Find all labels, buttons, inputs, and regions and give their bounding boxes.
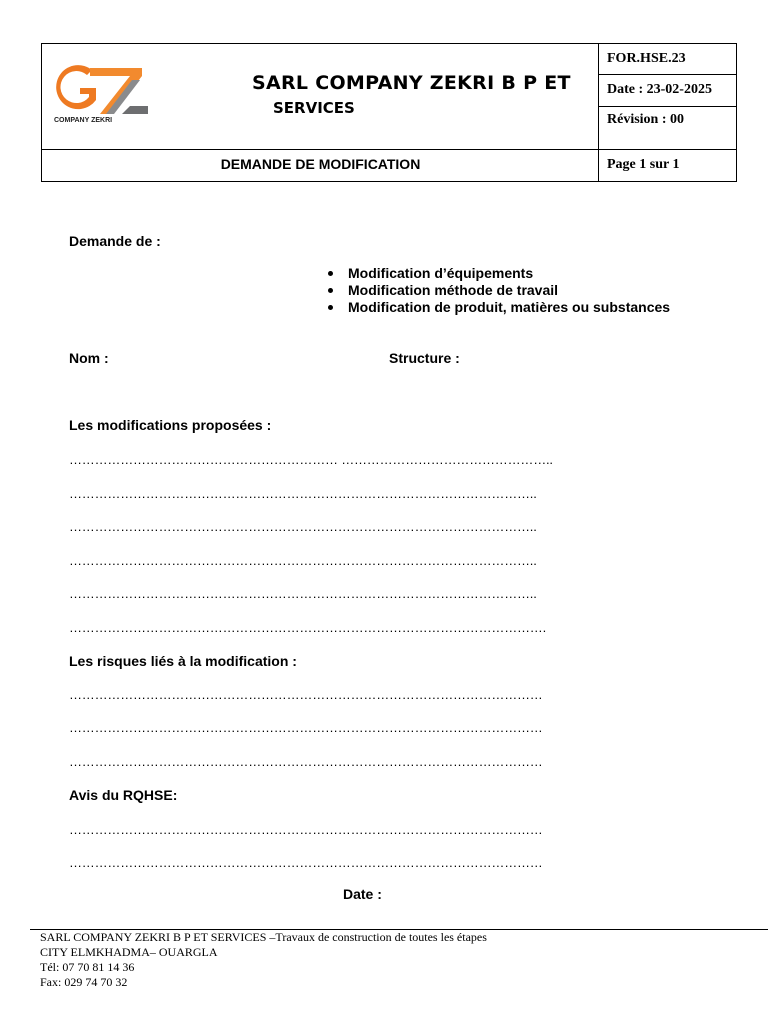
fill-line: ……………………………………………………………………………………………….. (69, 519, 537, 534)
bullet-icon (328, 305, 333, 310)
request-label: Demande de : (69, 233, 161, 249)
request-options (328, 265, 670, 316)
footer-address: CITY ELMKHADMA– OUARGLA (40, 945, 218, 959)
name-label: Nom : (69, 350, 109, 366)
bullet-icon (328, 271, 333, 276)
option-item (328, 265, 670, 282)
title-cell (42, 150, 599, 181)
footer-phone: Tél: 07 70 81 14 36 (40, 960, 135, 974)
option-label: Modification d’équipements (348, 265, 534, 281)
document-header (41, 43, 737, 182)
rqhse-opinion-label: Avis du RQHSE: (69, 787, 178, 803)
fill-line: ……………………………………………………………………………………………….. (69, 486, 537, 501)
divider (599, 74, 736, 75)
fill-line: ………………………………………………………………………………………………… (69, 720, 543, 735)
fill-line: ……………………………………………………………………………………………….. (69, 586, 537, 601)
company-logo (50, 56, 150, 126)
revision: Révision : 00 (607, 112, 684, 127)
company-cell (42, 44, 599, 150)
fill-line: ………………………………………………………………………………………………… (69, 687, 543, 702)
page-number: Page 1 sur 1 (607, 157, 680, 172)
option-label: Modification méthode de travail (348, 282, 559, 298)
fill-line: ……………………………………………………………………………………………….. (69, 553, 537, 568)
company-name-line1: SARL COMPANY ZEKRI B P ET (252, 72, 571, 94)
footer-fax: Fax: 029 74 70 32 (40, 975, 128, 989)
fill-line: ……………………………………………………… ………………………………………….. (69, 452, 553, 467)
footer (40, 930, 487, 990)
proposed-modifications-label: Les modifications proposées : (69, 417, 272, 433)
document-title: DEMANDE DE MODIFICATION (220, 156, 421, 172)
document-date: Date : 23-02-2025 (607, 82, 712, 97)
option-item (328, 299, 670, 316)
divider (599, 106, 736, 107)
form-code: FOR.HSE.23 (607, 51, 686, 66)
fill-line: ………………………………………………………………………………………………… (69, 822, 543, 837)
fill-line: ………………………………………………………………………………………………… (69, 754, 543, 769)
fill-line: ………………………………………………………………………………………………… (69, 855, 543, 870)
bullet-icon (328, 288, 333, 293)
option-label: Modification de produit, matières ou substances (348, 299, 671, 315)
date-label: Date : (343, 886, 382, 902)
page-cell (599, 150, 736, 181)
structure-label: Structure : (389, 350, 460, 366)
option-item (328, 282, 670, 299)
document-meta (599, 44, 736, 150)
logo-caption: COMPANY ZEKRI (54, 117, 113, 124)
footer-company: SARL COMPANY ZEKRI B P ET SERVICES –Travaux de construction de toutes les étapes (40, 930, 487, 944)
risks-label: Les risques liés à la modification : (69, 653, 297, 669)
fill-line: …………………………………………………………………………………………………. (69, 620, 547, 635)
company-name-line2: SERVICES (273, 99, 355, 117)
